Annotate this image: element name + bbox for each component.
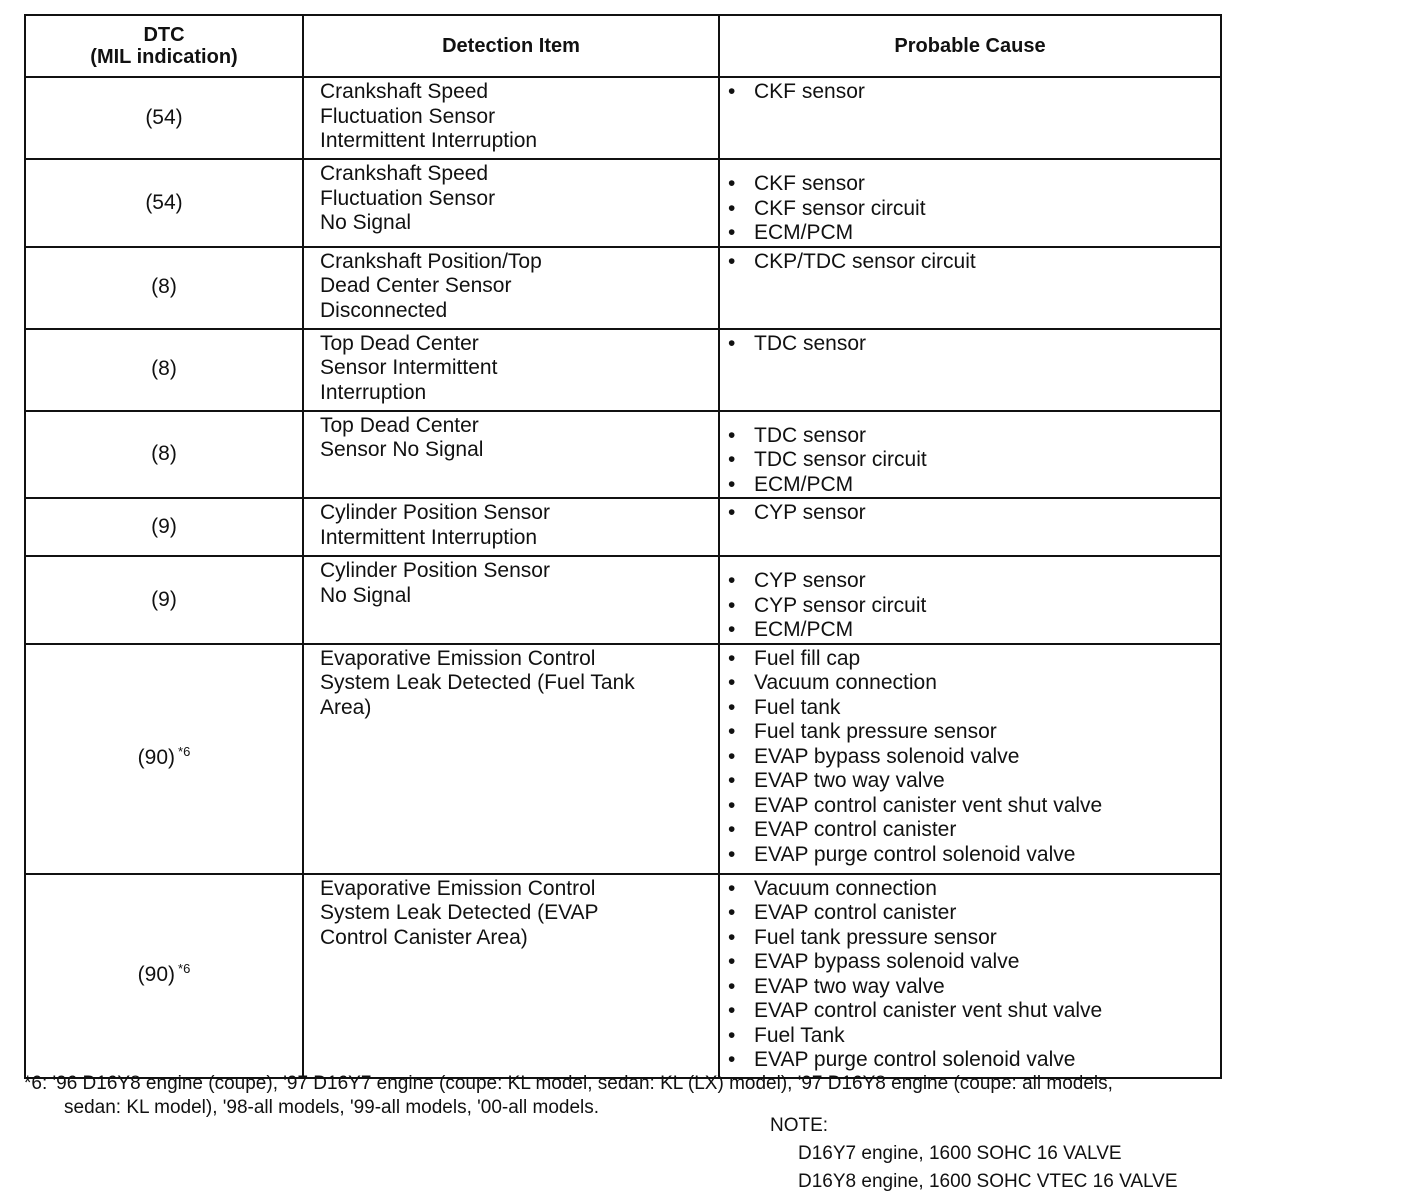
dtc-footnote-mark: *6 bbox=[178, 961, 191, 977]
detection-item-line: No Signal bbox=[320, 211, 412, 234]
bullet-icon: • bbox=[728, 695, 736, 719]
dtc-code: (54) bbox=[145, 190, 183, 214]
probable-cause-item bbox=[728, 618, 1220, 643]
table-row bbox=[25, 159, 1221, 247]
bullet-icon: • bbox=[728, 1023, 736, 1047]
dtc-code: (8) bbox=[151, 357, 177, 381]
probable-cause-item bbox=[728, 569, 1220, 594]
probable-cause-text: Vacuum connection bbox=[754, 671, 937, 694]
detection-item-line: Area) bbox=[320, 695, 372, 719]
dtc-code-cell bbox=[25, 411, 303, 499]
dtc-code-cell bbox=[25, 247, 303, 329]
probable-cause-text: TDC sensor bbox=[754, 331, 867, 355]
probable-cause-text: EVAP bypass solenoid valve bbox=[754, 950, 1020, 973]
probable-cause-text: CYP sensor bbox=[754, 569, 866, 592]
header-row bbox=[25, 15, 1221, 77]
probable-cause-text: Fuel tank pressure sensor bbox=[754, 925, 997, 949]
bullet-icon: • bbox=[728, 818, 736, 841]
probable-cause-item bbox=[728, 769, 1220, 794]
probable-cause-cell bbox=[719, 556, 1221, 644]
bullet-icon: • bbox=[728, 569, 736, 592]
probable-cause-text: TDC sensor bbox=[754, 423, 867, 447]
detection-item-line: Top Dead Center bbox=[320, 331, 479, 355]
bullet-icon: • bbox=[728, 671, 736, 694]
probable-cause-item bbox=[728, 1024, 1220, 1049]
probable-cause-text: EVAP bypass solenoid valve bbox=[754, 744, 1020, 768]
detection-item-cell bbox=[303, 874, 719, 1078]
probable-cause-text: ECM/PCM bbox=[754, 618, 854, 641]
detection-item-line: Dead Center Sensor bbox=[320, 274, 512, 297]
probable-cause-item bbox=[728, 745, 1220, 770]
header-dtc-line2: (MIL indication) bbox=[90, 46, 238, 68]
footnote-line-2: sedan: KL model), '98-all models, '99-all models, '00-all models. bbox=[64, 1097, 600, 1118]
table-row bbox=[25, 644, 1221, 874]
bullet-icon: • bbox=[728, 472, 736, 496]
probable-cause-text: EVAP two way valve bbox=[754, 769, 945, 792]
bullet-icon: • bbox=[728, 448, 736, 471]
probable-cause-cell bbox=[719, 159, 1221, 247]
probable-cause-text: Fuel fill cap bbox=[754, 646, 861, 670]
bullet-icon: • bbox=[728, 842, 736, 866]
detection-item-line: Sensor Intermittent bbox=[320, 356, 498, 379]
probable-cause-text: CKF sensor circuit bbox=[754, 196, 926, 220]
probable-cause-text: EVAP control canister bbox=[754, 901, 957, 924]
detection-item-line: Crankshaft Position/Top bbox=[320, 249, 542, 273]
probable-cause-item bbox=[728, 332, 1220, 357]
probable-cause-text: CYP sensor circuit bbox=[754, 593, 927, 617]
detection-item-line: No Signal bbox=[320, 583, 412, 607]
probable-cause-text: Fuel tank bbox=[754, 695, 841, 719]
probable-cause-item bbox=[728, 975, 1220, 1000]
probable-cause-cell bbox=[719, 874, 1221, 1078]
probable-cause-item bbox=[728, 901, 1220, 926]
probable-cause-text: EVAP purge control solenoid valve bbox=[754, 1048, 1076, 1071]
detection-item-line: Intermittent Interruption bbox=[320, 525, 538, 549]
probable-cause-text: CKF sensor bbox=[754, 80, 865, 103]
detection-item-line: Fluctuation Sensor bbox=[320, 186, 496, 210]
detection-item-cell bbox=[303, 329, 719, 411]
probable-cause-item bbox=[728, 473, 1220, 498]
dtc-code-cell bbox=[25, 77, 303, 159]
bullet-icon: • bbox=[728, 744, 736, 768]
dtc-table bbox=[24, 14, 1222, 1079]
probable-cause-text: CKP/TDC sensor circuit bbox=[754, 249, 976, 273]
detection-item-line: Control Canister Area) bbox=[320, 925, 528, 949]
detection-item-line: System Leak Detected (EVAP bbox=[320, 901, 599, 924]
table-row bbox=[25, 874, 1221, 1078]
bullet-icon: • bbox=[728, 1048, 736, 1071]
dtc-code: (9) bbox=[151, 587, 177, 611]
probable-cause-cell bbox=[719, 411, 1221, 499]
probable-cause-text: EVAP control canister vent shut valve bbox=[754, 999, 1103, 1022]
detection-item-cell bbox=[303, 247, 719, 329]
probable-cause-text: EVAP control canister vent shut valve bbox=[754, 793, 1103, 817]
probable-cause-text: EVAP purge control solenoid valve bbox=[754, 842, 1076, 866]
probable-cause-item bbox=[728, 594, 1220, 619]
probable-cause-item bbox=[728, 671, 1220, 696]
probable-cause-cell bbox=[719, 329, 1221, 411]
bullet-icon: • bbox=[728, 331, 736, 355]
probable-cause-item bbox=[728, 794, 1220, 819]
bullet-icon: • bbox=[728, 769, 736, 792]
probable-cause-text: ECM/PCM bbox=[754, 221, 854, 244]
detection-item-line: Crankshaft Speed bbox=[320, 80, 489, 103]
dtc-table-body bbox=[25, 77, 1221, 1078]
dtc-code-cell bbox=[25, 498, 303, 556]
probable-cause-item bbox=[728, 172, 1220, 197]
bullet-icon: • bbox=[728, 249, 736, 273]
detection-item-line: System Leak Detected (Fuel Tank bbox=[320, 671, 635, 694]
detection-item-cell bbox=[303, 498, 719, 556]
probable-cause-item bbox=[728, 1048, 1220, 1073]
bullet-icon: • bbox=[728, 221, 736, 244]
probable-cause-cell bbox=[719, 77, 1221, 159]
probable-cause-item bbox=[728, 950, 1220, 975]
detection-item-cell bbox=[303, 159, 719, 247]
footnote-line-1: *6: '96 D16Y8 engine (coupe), '97 D16Y7 engine (coupe: KL model, sedan: KL (LX) model), '97 D16Y8 engine (coupe: all models, bbox=[24, 1073, 1113, 1094]
dtc-code-cell bbox=[25, 556, 303, 644]
note-title: NOTE: bbox=[770, 1115, 829, 1136]
bullet-icon: • bbox=[728, 999, 736, 1022]
table-row bbox=[25, 329, 1221, 411]
probable-cause-text: Vacuum connection bbox=[754, 876, 937, 900]
probable-cause-item bbox=[728, 250, 1220, 275]
detection-item-line: Crankshaft Speed bbox=[320, 162, 489, 185]
bullet-icon: • bbox=[728, 950, 736, 973]
probable-cause-item bbox=[728, 197, 1220, 222]
header-dtc-line1: DTC bbox=[143, 24, 185, 46]
bullet-icon: • bbox=[728, 646, 736, 670]
bullet-icon: • bbox=[728, 196, 736, 220]
detection-item-line: Top Dead Center bbox=[320, 413, 479, 437]
probable-cause-item bbox=[728, 818, 1220, 843]
bullet-icon: • bbox=[728, 720, 736, 743]
detection-item-line: Fluctuation Sensor bbox=[320, 104, 496, 128]
bullet-icon: • bbox=[728, 593, 736, 617]
probable-cause-item bbox=[728, 448, 1220, 473]
bullet-icon: • bbox=[728, 876, 736, 900]
note bbox=[770, 1112, 1178, 1196]
probable-cause-item bbox=[728, 80, 1220, 105]
probable-cause-item bbox=[728, 424, 1220, 449]
table-row bbox=[25, 498, 1221, 556]
detection-item-line: Evaporative Emission Control bbox=[320, 646, 596, 670]
detection-item-line: Sensor No Signal bbox=[320, 438, 484, 461]
bullet-icon: • bbox=[728, 172, 736, 195]
probable-cause-item bbox=[728, 221, 1220, 246]
probable-cause-text: TDC sensor circuit bbox=[754, 448, 927, 471]
detection-item-line: Cylinder Position Sensor bbox=[320, 559, 550, 582]
bullet-icon: • bbox=[728, 925, 736, 949]
table-row bbox=[25, 247, 1221, 329]
dtc-code-cell bbox=[25, 874, 303, 1078]
bullet-icon: • bbox=[728, 901, 736, 924]
table-row bbox=[25, 556, 1221, 644]
bullet-icon: • bbox=[728, 618, 736, 641]
probable-cause-text: Fuel tank pressure sensor bbox=[754, 720, 997, 743]
table-row bbox=[25, 77, 1221, 159]
note-line: D16Y8 engine, 1600 SOHC VTEC 16 VALVE bbox=[798, 1171, 1178, 1192]
dtc-code: (54) bbox=[145, 105, 183, 129]
header-detection-item: Detection Item bbox=[303, 15, 719, 77]
detection-item-line: Evaporative Emission Control bbox=[320, 876, 596, 900]
probable-cause-item bbox=[728, 999, 1220, 1024]
probable-cause-cell bbox=[719, 644, 1221, 874]
probable-cause-cell bbox=[719, 247, 1221, 329]
detection-item-line: Disconnected bbox=[320, 298, 448, 322]
dtc-code-cell bbox=[25, 644, 303, 874]
detection-item-cell bbox=[303, 77, 719, 159]
bullet-icon: • bbox=[728, 793, 736, 817]
probable-cause-item bbox=[728, 926, 1220, 951]
detection-item-line: Cylinder Position Sensor bbox=[320, 501, 550, 524]
probable-cause-text: CYP sensor bbox=[754, 501, 866, 524]
dtc-code: (90) bbox=[137, 746, 176, 770]
probable-cause-item bbox=[728, 720, 1220, 745]
probable-cause-text: Fuel Tank bbox=[754, 1023, 845, 1047]
header-probable-cause: Probable Cause bbox=[719, 15, 1221, 77]
probable-cause-cell bbox=[719, 498, 1221, 556]
detection-item-line: Intermittent Interruption bbox=[320, 129, 538, 152]
bullet-icon: • bbox=[728, 974, 736, 998]
dtc-code: (90) bbox=[137, 963, 176, 987]
probable-cause-item bbox=[728, 647, 1220, 672]
probable-cause-item bbox=[728, 843, 1220, 868]
dtc-code-cell bbox=[25, 329, 303, 411]
detection-item-cell bbox=[303, 644, 719, 874]
bullet-icon: • bbox=[728, 80, 736, 103]
probable-cause-text: EVAP control canister bbox=[754, 818, 957, 841]
probable-cause-item bbox=[728, 877, 1220, 902]
probable-cause-item bbox=[728, 501, 1220, 526]
detection-item-cell bbox=[303, 556, 719, 644]
probable-cause-text: EVAP two way valve bbox=[754, 974, 945, 998]
detection-item-cell bbox=[303, 411, 719, 499]
dtc-code: (9) bbox=[151, 514, 177, 538]
probable-cause-text: ECM/PCM bbox=[754, 472, 854, 496]
detection-item-line: Interruption bbox=[320, 380, 427, 404]
probable-cause-text: CKF sensor bbox=[754, 172, 865, 195]
table-row bbox=[25, 411, 1221, 499]
header-dtc bbox=[25, 15, 303, 77]
dtc-footnote-mark: *6 bbox=[178, 744, 191, 760]
bullet-icon: • bbox=[728, 423, 736, 447]
dtc-code-cell bbox=[25, 159, 303, 247]
probable-cause-item bbox=[728, 696, 1220, 721]
dtc-code: (8) bbox=[151, 275, 177, 299]
note-line: D16Y7 engine, 1600 SOHC 16 VALVE bbox=[798, 1143, 1122, 1164]
dtc-code: (8) bbox=[151, 442, 177, 465]
bullet-icon: • bbox=[728, 501, 736, 524]
